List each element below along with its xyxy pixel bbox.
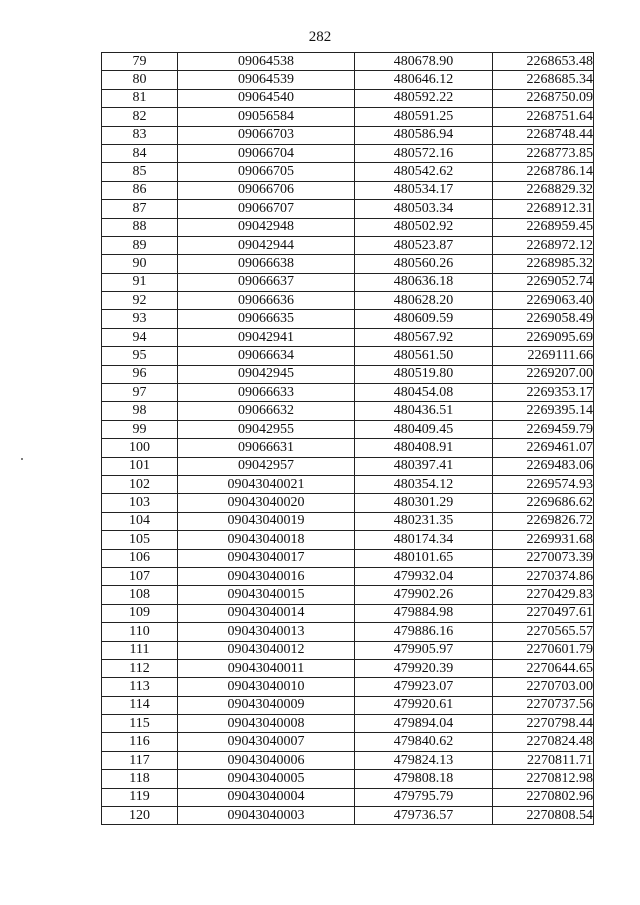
table-row (102, 807, 594, 825)
parcel-code-cell: 09066638 (178, 255, 355, 273)
point-number-cell: 102 (102, 475, 178, 493)
y-coordinate-cell: 2268829.32 (493, 181, 594, 199)
y-coordinate-cell: 2268786.14 (493, 163, 594, 181)
table-row (102, 144, 594, 162)
point-number-cell: 83 (102, 126, 178, 144)
parcel-code-cell: 09066704 (178, 144, 355, 162)
x-coordinate-cell: 479824.13 (355, 751, 493, 769)
table-row (102, 696, 594, 714)
parcel-code-cell: 09043040011 (178, 659, 355, 677)
y-coordinate-cell: 2270808.54 (493, 807, 594, 825)
y-coordinate-cell: 2268912.31 (493, 200, 594, 218)
table-row (102, 181, 594, 199)
parcel-code-cell: 09066634 (178, 347, 355, 365)
parcel-code-cell: 09043040006 (178, 751, 355, 769)
parcel-code-cell: 09066706 (178, 181, 355, 199)
y-coordinate-cell: 2270565.57 (493, 623, 594, 641)
point-number-cell: 86 (102, 181, 178, 199)
table-row (102, 71, 594, 89)
y-coordinate-cell: 2269483.06 (493, 457, 594, 475)
parcel-code-cell: 09064540 (178, 89, 355, 107)
x-coordinate-cell: 480534.17 (355, 181, 493, 199)
x-coordinate-cell: 480502.92 (355, 218, 493, 236)
x-coordinate-cell: 479894.04 (355, 715, 493, 733)
point-number-cell: 100 (102, 439, 178, 457)
table-row (102, 604, 594, 622)
x-coordinate-cell: 480646.12 (355, 71, 493, 89)
table-row (102, 751, 594, 769)
parcel-code-cell: 09066632 (178, 402, 355, 420)
x-coordinate-cell: 480592.22 (355, 89, 493, 107)
point-number-cell: 111 (102, 641, 178, 659)
x-coordinate-cell: 480636.18 (355, 273, 493, 291)
point-number-cell: 82 (102, 108, 178, 126)
x-coordinate-cell: 479932.04 (355, 567, 493, 585)
x-coordinate-cell: 480560.26 (355, 255, 493, 273)
parcel-code-cell: 09043040004 (178, 788, 355, 806)
point-number-cell: 93 (102, 310, 178, 328)
parcel-code-cell: 09043040016 (178, 567, 355, 585)
y-coordinate-cell: 2270737.56 (493, 696, 594, 714)
x-coordinate-cell: 480609.59 (355, 310, 493, 328)
parcel-code-cell: 09043040019 (178, 512, 355, 530)
parcel-code-cell: 09064538 (178, 53, 355, 71)
table-row (102, 494, 594, 512)
x-coordinate-cell: 480101.65 (355, 549, 493, 567)
x-coordinate-cell: 479795.79 (355, 788, 493, 806)
y-coordinate-cell: 2269574.93 (493, 475, 594, 493)
coordinates-table (101, 52, 594, 825)
table-row (102, 218, 594, 236)
table-row (102, 512, 594, 530)
parcel-code-cell: 09043040014 (178, 604, 355, 622)
table-row (102, 420, 594, 438)
point-number-cell: 112 (102, 659, 178, 677)
table-row (102, 475, 594, 493)
point-number-cell: 91 (102, 273, 178, 291)
y-coordinate-cell: 2269111.66 (493, 347, 594, 365)
x-coordinate-cell: 480591.25 (355, 108, 493, 126)
y-coordinate-cell: 2269063.40 (493, 292, 594, 310)
table-row (102, 733, 594, 751)
table-row (102, 439, 594, 457)
parcel-code-cell: 09042955 (178, 420, 355, 438)
table-row (102, 623, 594, 641)
x-coordinate-cell: 480231.35 (355, 512, 493, 530)
y-coordinate-cell: 2268959.45 (493, 218, 594, 236)
parcel-code-cell: 09042948 (178, 218, 355, 236)
point-number-cell: 94 (102, 328, 178, 346)
table-row (102, 567, 594, 585)
point-number-cell: 110 (102, 623, 178, 641)
x-coordinate-cell: 480523.87 (355, 236, 493, 254)
parcel-code-cell: 09066707 (178, 200, 355, 218)
y-coordinate-cell: 2269395.14 (493, 402, 594, 420)
point-number-cell: 119 (102, 788, 178, 806)
table-row (102, 255, 594, 273)
y-coordinate-cell: 2269207.00 (493, 365, 594, 383)
x-coordinate-cell: 480409.45 (355, 420, 493, 438)
x-coordinate-cell: 479905.97 (355, 641, 493, 659)
parcel-code-cell: 09043040008 (178, 715, 355, 733)
y-coordinate-cell: 2268751.64 (493, 108, 594, 126)
point-number-cell: 92 (102, 292, 178, 310)
y-coordinate-cell: 2268750.09 (493, 89, 594, 107)
table-row (102, 126, 594, 144)
point-number-cell: 90 (102, 255, 178, 273)
x-coordinate-cell: 480542.62 (355, 163, 493, 181)
x-coordinate-cell: 479920.61 (355, 696, 493, 714)
point-number-cell: 87 (102, 200, 178, 218)
y-coordinate-cell: 2270824.48 (493, 733, 594, 751)
parcel-code-cell: 09043040021 (178, 475, 355, 493)
table-row (102, 108, 594, 126)
parcel-code-cell: 09043040015 (178, 586, 355, 604)
x-coordinate-cell: 479808.18 (355, 770, 493, 788)
y-coordinate-cell: 2269931.68 (493, 531, 594, 549)
x-coordinate-cell: 480503.34 (355, 200, 493, 218)
y-coordinate-cell: 2270811.71 (493, 751, 594, 769)
y-coordinate-cell: 2270644.65 (493, 659, 594, 677)
point-number-cell: 105 (102, 531, 178, 549)
point-number-cell: 109 (102, 604, 178, 622)
point-number-cell: 101 (102, 457, 178, 475)
point-number-cell: 118 (102, 770, 178, 788)
parcel-code-cell: 09066636 (178, 292, 355, 310)
x-coordinate-cell: 480561.50 (355, 347, 493, 365)
table-row (102, 678, 594, 696)
parcel-code-cell: 09056584 (178, 108, 355, 126)
x-coordinate-cell: 480354.12 (355, 475, 493, 493)
table-row (102, 586, 594, 604)
x-coordinate-cell: 480397.41 (355, 457, 493, 475)
point-number-cell: 84 (102, 144, 178, 162)
parcel-code-cell: 09043040007 (178, 733, 355, 751)
table-row (102, 531, 594, 549)
x-coordinate-cell: 480174.34 (355, 531, 493, 549)
table-row (102, 200, 594, 218)
x-coordinate-cell: 480572.16 (355, 144, 493, 162)
y-coordinate-cell: 2269826.72 (493, 512, 594, 530)
y-coordinate-cell: 2270798.44 (493, 715, 594, 733)
table-row (102, 236, 594, 254)
point-number-cell: 97 (102, 384, 178, 402)
x-coordinate-cell: 479884.98 (355, 604, 493, 622)
point-number-cell: 106 (102, 549, 178, 567)
x-coordinate-cell: 479886.16 (355, 623, 493, 641)
parcel-code-cell: 09066635 (178, 310, 355, 328)
parcel-code-cell: 09043040009 (178, 696, 355, 714)
y-coordinate-cell: 2268985.32 (493, 255, 594, 273)
x-coordinate-cell: 480519.80 (355, 365, 493, 383)
parcel-code-cell: 09066631 (178, 439, 355, 457)
y-coordinate-cell: 2269095.69 (493, 328, 594, 346)
table-row (102, 457, 594, 475)
y-coordinate-cell: 2268653.48 (493, 53, 594, 71)
point-number-cell: 113 (102, 678, 178, 696)
x-coordinate-cell: 479923.07 (355, 678, 493, 696)
point-number-cell: 116 (102, 733, 178, 751)
table-row (102, 641, 594, 659)
table-row (102, 549, 594, 567)
parcel-code-cell: 09064539 (178, 71, 355, 89)
table-row (102, 292, 594, 310)
parcel-code-cell: 09066705 (178, 163, 355, 181)
x-coordinate-cell: 480436.51 (355, 402, 493, 420)
point-number-cell: 95 (102, 347, 178, 365)
y-coordinate-cell: 2269686.62 (493, 494, 594, 512)
x-coordinate-cell: 480678.90 (355, 53, 493, 71)
y-coordinate-cell: 2270073.39 (493, 549, 594, 567)
y-coordinate-cell: 2269353.17 (493, 384, 594, 402)
y-coordinate-cell: 2270497.61 (493, 604, 594, 622)
y-coordinate-cell: 2270429.83 (493, 586, 594, 604)
y-coordinate-cell: 2270703.00 (493, 678, 594, 696)
y-coordinate-cell: 2269459.79 (493, 420, 594, 438)
x-coordinate-cell: 479840.62 (355, 733, 493, 751)
x-coordinate-cell: 480586.94 (355, 126, 493, 144)
parcel-code-cell: 09042941 (178, 328, 355, 346)
y-coordinate-cell: 2268773.85 (493, 144, 594, 162)
x-coordinate-cell: 480408.91 (355, 439, 493, 457)
y-coordinate-cell: 2270601.79 (493, 641, 594, 659)
point-number-cell: 103 (102, 494, 178, 512)
point-number-cell: 85 (102, 163, 178, 181)
point-number-cell: 89 (102, 236, 178, 254)
table-row (102, 163, 594, 181)
parcel-code-cell: 09043040017 (178, 549, 355, 567)
point-number-cell: 79 (102, 53, 178, 71)
parcel-code-cell: 09042957 (178, 457, 355, 475)
x-coordinate-cell: 480301.29 (355, 494, 493, 512)
x-coordinate-cell: 479736.57 (355, 807, 493, 825)
table-row (102, 53, 594, 71)
table-row (102, 659, 594, 677)
parcel-code-cell: 09043040003 (178, 807, 355, 825)
table-row (102, 347, 594, 365)
point-number-cell: 115 (102, 715, 178, 733)
x-coordinate-cell: 479920.39 (355, 659, 493, 677)
point-number-cell: 107 (102, 567, 178, 585)
point-number-cell: 117 (102, 751, 178, 769)
table-row (102, 402, 594, 420)
y-coordinate-cell: 2268748.44 (493, 126, 594, 144)
parcel-code-cell: 09066633 (178, 384, 355, 402)
parcel-code-cell: 09043040018 (178, 531, 355, 549)
table-row (102, 89, 594, 107)
y-coordinate-cell: 2268685.34 (493, 71, 594, 89)
table-row (102, 788, 594, 806)
point-number-cell: 120 (102, 807, 178, 825)
point-number-cell: 99 (102, 420, 178, 438)
parcel-code-cell: 09043040010 (178, 678, 355, 696)
point-number-cell: 104 (102, 512, 178, 530)
table-row (102, 365, 594, 383)
parcel-code-cell: 09066703 (178, 126, 355, 144)
point-number-cell: 96 (102, 365, 178, 383)
x-coordinate-cell: 479902.26 (355, 586, 493, 604)
parcel-code-cell: 09043040020 (178, 494, 355, 512)
point-number-cell: 81 (102, 89, 178, 107)
parcel-code-cell: 09042945 (178, 365, 355, 383)
y-coordinate-cell: 2270812.98 (493, 770, 594, 788)
parcel-code-cell: 09043040012 (178, 641, 355, 659)
y-coordinate-cell: 2270802.96 (493, 788, 594, 806)
y-coordinate-cell: 2268972.12 (493, 236, 594, 254)
parcel-code-cell: 09042944 (178, 236, 355, 254)
page-number: 282 (308, 29, 332, 45)
point-number-cell: 88 (102, 218, 178, 236)
table-row (102, 310, 594, 328)
x-coordinate-cell: 480628.20 (355, 292, 493, 310)
parcel-code-cell: 09066637 (178, 273, 355, 291)
table-row (102, 273, 594, 291)
point-number-cell: 98 (102, 402, 178, 420)
x-coordinate-cell: 480567.92 (355, 328, 493, 346)
parcel-code-cell: 09043040005 (178, 770, 355, 788)
y-coordinate-cell: 2269058.49 (493, 310, 594, 328)
table-row (102, 384, 594, 402)
parcel-code-cell: 09043040013 (178, 623, 355, 641)
point-number-cell: 108 (102, 586, 178, 604)
table-row (102, 715, 594, 733)
point-number-cell: 80 (102, 71, 178, 89)
table-row (102, 328, 594, 346)
x-coordinate-cell: 480454.08 (355, 384, 493, 402)
y-coordinate-cell: 2269461.07 (493, 439, 594, 457)
coordinates-table-body (102, 53, 594, 825)
y-coordinate-cell: 2269052.74 (493, 273, 594, 291)
point-number-cell: 114 (102, 696, 178, 714)
table-row (102, 770, 594, 788)
stray-dot-mark (21, 458, 23, 460)
y-coordinate-cell: 2270374.86 (493, 567, 594, 585)
